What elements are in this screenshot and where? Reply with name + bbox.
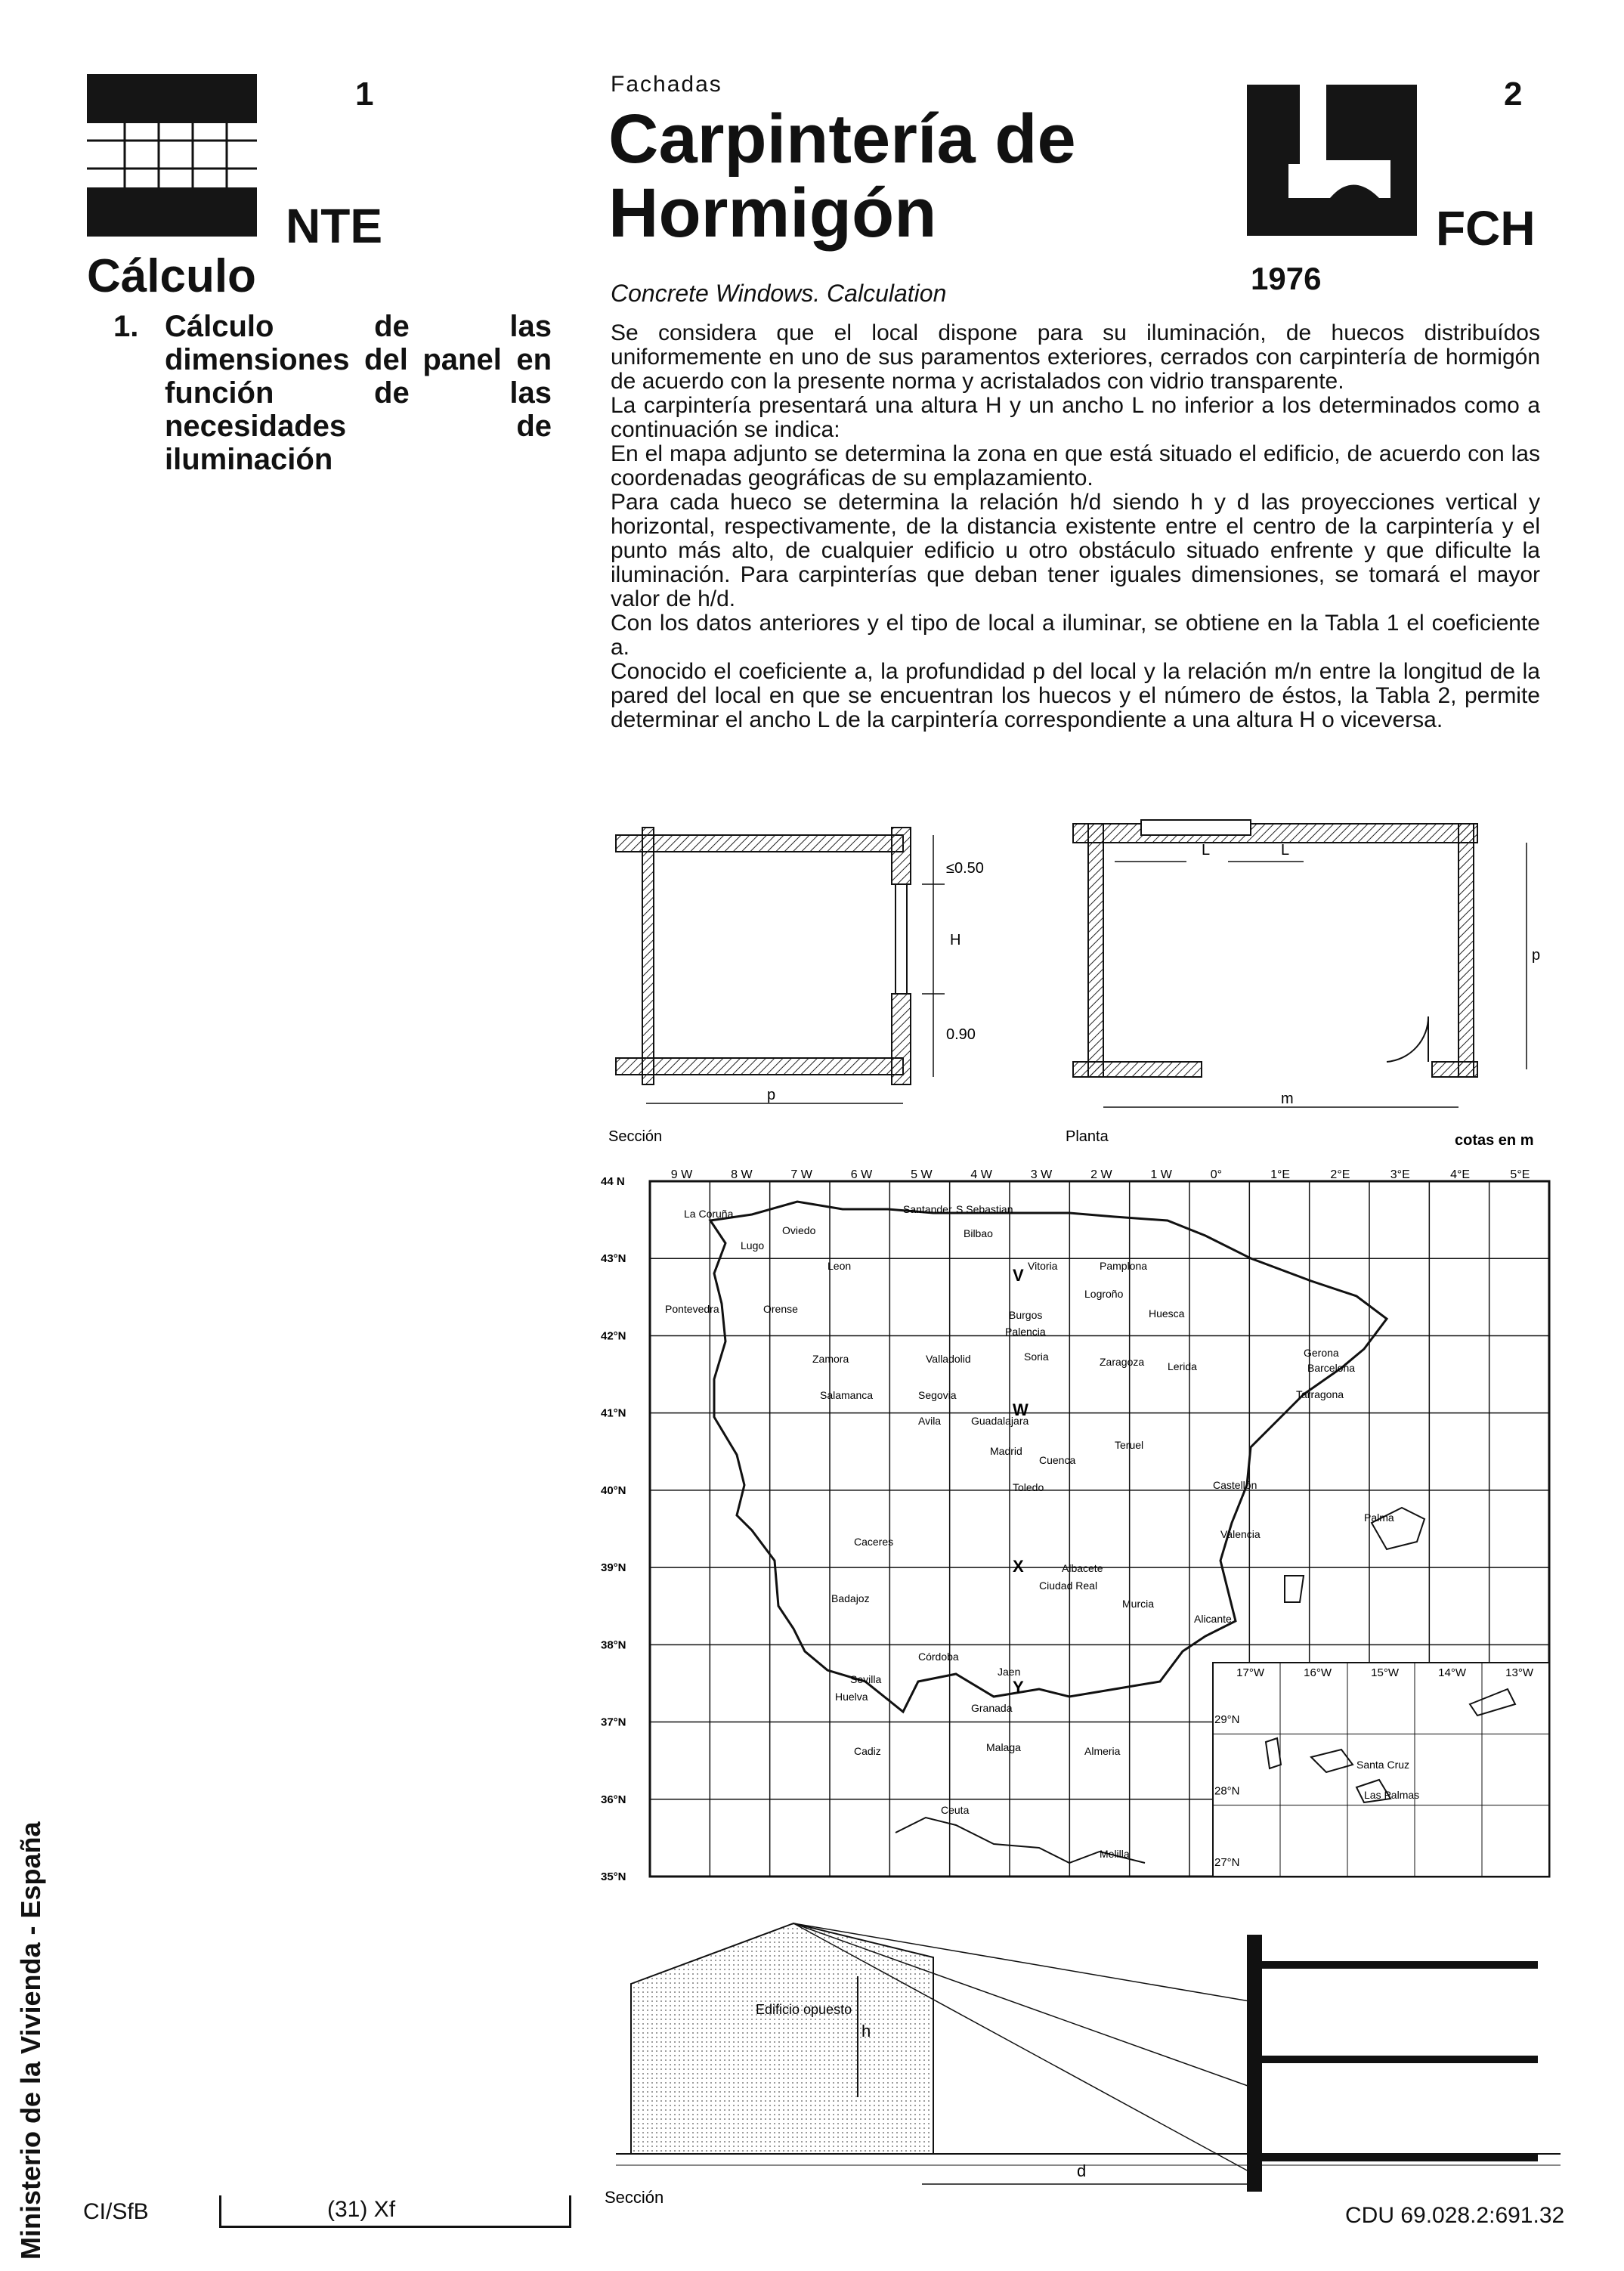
city-label: Almeria <box>1084 1745 1121 1757</box>
canary-lon-label: 15°W <box>1371 1666 1399 1679</box>
city-label: Soria <box>1024 1351 1049 1363</box>
city-label: Tarragona <box>1296 1388 1344 1400</box>
city-label: Badajoz <box>831 1592 870 1604</box>
classification-code: (31) Xf <box>327 2197 396 2222</box>
city-label: Melilla <box>1100 1848 1130 1860</box>
zone-letter: W <box>1013 1400 1029 1419</box>
canary-lon-label: 16°W <box>1304 1666 1332 1679</box>
canary-lon-label: 17°W <box>1236 1666 1264 1679</box>
map-lat-label: 35°N <box>601 1870 626 1882</box>
fch-logo <box>1247 85 1417 236</box>
english-title: Concrete Windows. Calculation <box>611 280 947 307</box>
dim-p-plan-label: p <box>1532 947 1541 964</box>
zone-letter: Y <box>1013 1678 1024 1697</box>
city-label: Ceuta <box>941 1804 970 1816</box>
city-label: Alicante <box>1194 1613 1232 1625</box>
city-label: Toledo <box>1013 1481 1044 1493</box>
city-label: Segovia <box>918 1389 957 1401</box>
year: 1976 <box>1251 261 1322 296</box>
city-label: Valencia <box>1220 1528 1261 1540</box>
city-label: Huelva <box>835 1691 868 1703</box>
city-label: Lerida <box>1168 1360 1197 1372</box>
city-label: Guadalajara <box>971 1415 1029 1427</box>
bottom-section-label: Sección <box>605 2188 664 2207</box>
paragraph: Conocido el coeficiente a, la profundidad p del local y la relación m/n entre la longitud de la pared del local en que se encuentran los huecos y el número de éstos, la Tabla 2, permite determinar el ancho L de la carpintería correspondiente a una altura H o viceversa. <box>611 659 1540 732</box>
dim-p-label: p <box>767 1087 776 1103</box>
map-lon-label: 3 W <box>1030 1168 1053 1181</box>
category-label: Fachadas <box>611 72 722 97</box>
canary-lon-label: 13°W <box>1505 1666 1533 1679</box>
city-label: Sevilla <box>850 1673 882 1685</box>
city-label: S Sebastian <box>956 1203 1013 1215</box>
city-label: Bilbao <box>964 1227 993 1239</box>
city-label: Salamanca <box>820 1389 874 1401</box>
cdu-label: CDU 69.028.2:691.32 <box>1345 2203 1565 2228</box>
city-label: Jaen <box>998 1666 1021 1678</box>
city-label: La Coruña <box>684 1208 734 1220</box>
city-label: Pontevedra <box>665 1303 719 1315</box>
units-label: cotas en m <box>1455 1132 1534 1149</box>
map-lon-label: 9 W <box>670 1168 693 1181</box>
map-lat-label: 36°N <box>601 1793 626 1806</box>
city-label: Murcia <box>1122 1598 1155 1610</box>
city-label: Las Palmas <box>1364 1789 1420 1801</box>
map-lat-label: 44 N <box>601 1175 625 1188</box>
dim-L2-label: L <box>1281 842 1290 859</box>
fch-logo-graphic <box>1247 85 1417 236</box>
fch-label: FCH <box>1436 201 1536 255</box>
dim-h-label: h <box>861 2022 871 2040</box>
city-label: Caceres <box>854 1536 894 1548</box>
body-text <box>611 321 1540 732</box>
map-lat-label: 41°N <box>601 1406 626 1420</box>
map-lon-label: 3°E <box>1390 1168 1410 1181</box>
city-label: Palencia <box>1005 1326 1046 1338</box>
city-label: Cuenca <box>1039 1454 1076 1466</box>
city-label: Albacete <box>1062 1562 1103 1574</box>
map-lon-label: 1 W <box>1150 1168 1172 1181</box>
paragraph: En el mapa adjunto se determina la zona en que está situado el edificio, de acuerdo con las coordenadas geográficas de su emplazamiento. <box>611 441 1540 490</box>
map-lon-label: 5 W <box>911 1168 933 1181</box>
city-label: Pamplona <box>1100 1260 1148 1272</box>
map-lon-label: 2°E <box>1330 1168 1350 1181</box>
map-lon-label: 8 W <box>731 1168 753 1181</box>
subsection-number: 1. <box>113 310 139 343</box>
balearic-islands <box>1285 1508 1424 1602</box>
classification-box <box>219 2195 571 2228</box>
map-lon-label: 7 W <box>790 1168 812 1181</box>
obstruction-section-diagram <box>601 1904 1564 2207</box>
city-label: Santander <box>903 1203 952 1215</box>
city-label: Oviedo <box>782 1224 816 1236</box>
canary-lat-label: 28°N <box>1214 1784 1240 1798</box>
nte-logo <box>87 74 257 237</box>
paragraph: Se considera que el local dispone para su iluminación, de huecos distribuídos uniformemente en uno de sus paramentos exteriores, cerrados con carpintería de hormigón de acuerdo con la presente norma y acristalados con vidrio transparente. <box>611 320 1540 394</box>
map-lon-label: 6 W <box>850 1168 873 1181</box>
section-plan-diagrams <box>601 812 1564 1160</box>
main-title <box>608 102 1076 250</box>
zone-letter: V <box>1013 1266 1024 1285</box>
map-lat-label: 39°N <box>601 1561 626 1575</box>
canary-lat-label: 27°N <box>1214 1855 1240 1869</box>
dim-top-label: ≤0.50 <box>946 860 984 877</box>
map-lon-label: 1°E <box>1270 1168 1291 1181</box>
title-line-1: Carpintería de <box>608 101 1076 178</box>
plan-label: Planta <box>1066 1128 1109 1145</box>
nte-logo-graphic <box>87 74 257 237</box>
canary-lat-label: 29°N <box>1214 1713 1240 1727</box>
city-label: Madrid <box>990 1445 1022 1457</box>
city-label: Gerona <box>1304 1347 1339 1359</box>
dim-d-label: d <box>1077 2161 1087 2180</box>
city-label: Zaragoza <box>1100 1356 1145 1368</box>
plan-drawing <box>1073 820 1527 1107</box>
dim-L1-label: L <box>1202 842 1211 859</box>
city-label: Avila <box>918 1415 942 1427</box>
zone-letter: X <box>1013 1557 1024 1576</box>
city-label: Granada <box>971 1702 1013 1714</box>
map-lat-labels <box>601 1175 626 1882</box>
city-label: Santa Cruz <box>1356 1759 1410 1771</box>
city-label: Vitoria <box>1028 1260 1058 1272</box>
dim-H-label: H <box>950 932 961 948</box>
map-lon-label: 0° <box>1210 1168 1223 1181</box>
city-label: Orense <box>763 1303 798 1315</box>
map-lat-label: 38°N <box>601 1638 626 1652</box>
page-number-right: 2 <box>1504 76 1523 113</box>
city-label: Barcelona <box>1307 1362 1356 1374</box>
subsection-text: Cálculo de las dimensiones del panel en función de las necesidades de iluminación <box>165 310 552 476</box>
map-lat-label: 42°N <box>601 1329 626 1343</box>
spain-zone-map <box>601 1168 1553 1882</box>
map-lon-label: 2 W <box>1090 1168 1112 1181</box>
dim-bottom-label: 0.90 <box>946 1026 976 1043</box>
city-label: Córdoba <box>918 1651 959 1663</box>
building-label: Edificio opuesto <box>756 2002 852 2017</box>
map-lon-label: 4°E <box>1450 1168 1471 1181</box>
paragraph: Para cada hueco se determina la relación h/d siendo h y d las proyecciones vertical y horizontal, respectivamente, de la distancia existente entre el centro de la carpintería y el punto más alto, de cualquier edificio u otro obstáculo situado enfrente y que dificulte la iluminación. Para carpinterías que deban tener iguales dimensiones, se tomará el mayor valor de h/d. <box>611 490 1540 611</box>
ministry-side-text: Ministerio de la Vivienda - España <box>15 1821 46 2260</box>
map-lat-label: 37°N <box>601 1716 626 1729</box>
map-lat-label: 40°N <box>601 1484 626 1497</box>
opposite-building <box>631 1923 933 2154</box>
city-label: Valladolid <box>926 1353 971 1365</box>
city-label: Burgos <box>1009 1309 1043 1321</box>
paragraph: Con los datos anteriores y el tipo de local a iluminar, se obtiene en la Tabla 1 el coeficiente a. <box>611 611 1540 660</box>
city-label: Teruel <box>1115 1439 1144 1451</box>
page-number-left: 1 <box>355 76 374 113</box>
city-label: Ciudad Real <box>1039 1579 1098 1592</box>
section-title: Cálculo <box>87 250 256 302</box>
city-label: Malaga <box>986 1741 1021 1753</box>
city-label: Cadiz <box>854 1745 881 1757</box>
city-label: Leon <box>827 1260 852 1272</box>
section-drawing <box>616 828 945 1103</box>
map-lon-labels <box>671 1168 1530 1181</box>
city-label: Logroño <box>1084 1288 1124 1300</box>
paragraph: La carpintería presentará una altura H y un ancho L no inferior a los determinados como a continuación se indica: <box>611 393 1540 442</box>
city-label: Lugo <box>741 1239 765 1252</box>
section-label: Sección <box>608 1128 663 1145</box>
map-lat-label: 43°N <box>601 1252 626 1266</box>
city-label: Zamora <box>812 1353 849 1365</box>
city-label: Palma <box>1364 1511 1394 1524</box>
map-lon-label: 5°E <box>1510 1168 1530 1181</box>
city-label: Castellón <box>1213 1479 1257 1491</box>
nte-label: NTE <box>286 199 382 253</box>
cisfb-label: CI/SfB <box>83 2199 149 2224</box>
title-line-2: Hormigón <box>608 175 937 252</box>
canary-lon-label: 14°W <box>1438 1666 1466 1679</box>
map-lon-label: 4 W <box>970 1168 992 1181</box>
dim-m-label: m <box>1281 1091 1294 1107</box>
city-label: Huesca <box>1149 1307 1185 1320</box>
